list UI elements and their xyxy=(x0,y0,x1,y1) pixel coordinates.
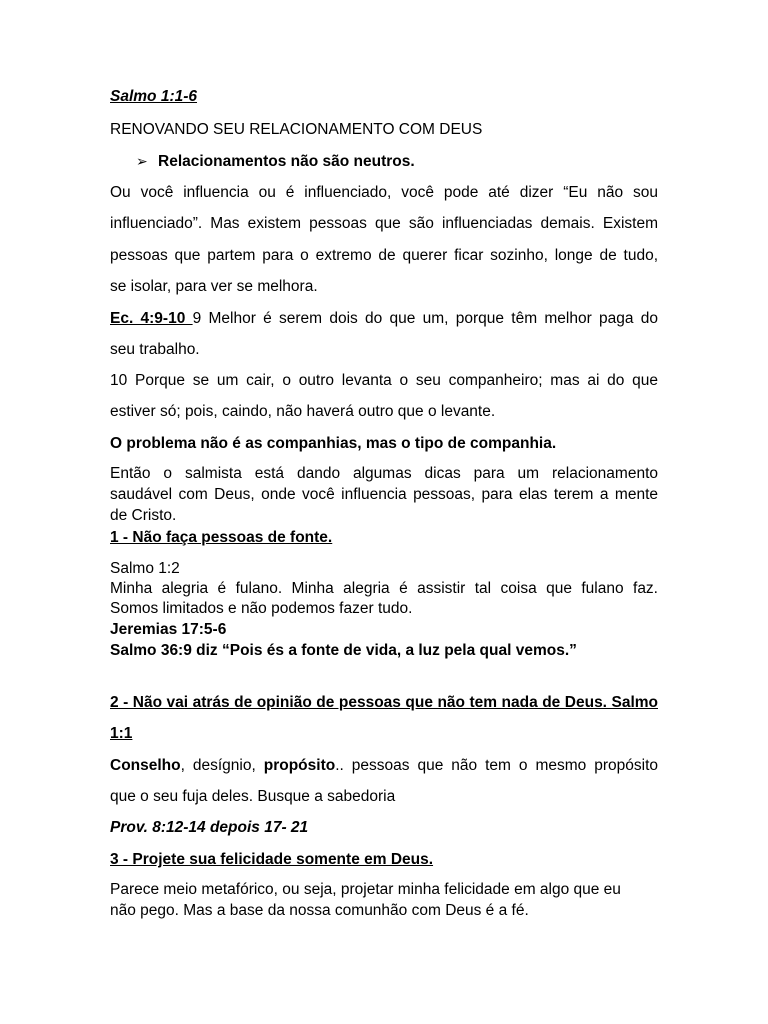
paragraph-1-line-2: influenciado”. Mas existem pessoas que são influenciadas demais. Existem xyxy=(110,215,658,232)
conselho-text-1: , desígnio, xyxy=(180,757,264,774)
ecclesiastes-reference: Ec. 4:9-10 xyxy=(110,310,193,327)
conselho-word: Conselho xyxy=(110,757,181,774)
paragraph-2-line-1: Então o salmista está dando algumas dicas para um relacionamento xyxy=(110,465,658,482)
conselho-line-2: que o seu fuja deles. Busque a sabedoria xyxy=(110,788,396,805)
bullet-item xyxy=(136,151,415,172)
arrow-bullet-icon: ➢ xyxy=(136,153,148,169)
heading: RENOVANDO SEU RELACIONAMENTO COM DEUS xyxy=(110,121,483,138)
reference-title: Salmo 1:1-6 xyxy=(110,88,198,105)
conselho-text-2: .. pessoas que não tem o mesmo propósito xyxy=(335,757,658,774)
paragraph-1-line-4: se isolar, para ver se melhora. xyxy=(110,278,318,295)
alegria-line-1: Minha alegria é fulano. Minha alegria é assistir tal coisa que fulano faz. xyxy=(110,580,658,597)
salmo-1-2-label: Salmo 1 xyxy=(110,560,167,577)
salmo-1-2-suffix: :2 xyxy=(166,560,180,577)
bullet-text: Relacionamentos não são neutros. xyxy=(158,153,415,170)
verse-10-line-2: estiver só; pois, caindo, não haverá outro que o levante. xyxy=(110,403,496,420)
proposito-word: propósito xyxy=(263,757,336,774)
point-1-heading: 1 - Não faça pessoas de fonte. xyxy=(110,529,333,546)
point-2-heading-line-1: 2 - Não vai atrás de opinião de pessoas que não tem nada de Deus. Salmo xyxy=(110,694,658,711)
verse-10-line-1: 10 Porque se um cair, o outro levanta o seu companheiro; mas ai do que xyxy=(110,372,658,389)
salmo-36-9-quote: Salmo 36:9 diz “Pois és a fonte de vida, a luz pela qual vemos.” xyxy=(110,642,577,659)
paragraph-1-line-3: pessoas que partem para o extremo de querer ficar sozinho, longe de tudo, xyxy=(110,247,658,264)
point-2-heading-line-2: 1:1 xyxy=(110,725,133,742)
ecclesiastes-line-2: seu trabalho. xyxy=(110,341,200,358)
salmo-1-2-reference xyxy=(110,559,180,579)
paragraph-3-line-2: não pego. Mas a base da nossa comunhão com Deus é a fé. xyxy=(110,902,529,919)
jeremias-reference: Jeremias 17:5-6 xyxy=(110,621,227,638)
paragraph-3-line-1: Parece meio metafórico, ou seja, projetar minha felicidade em algo que eu xyxy=(110,881,621,898)
ecclesiastes-text: 9 Melhor é serem dois do que um, porque têm melhor paga do xyxy=(192,310,658,327)
proverbs-reference: Prov. 8:12-14 depois 17- 21 xyxy=(110,819,309,836)
paragraph-2-line-2: saudável com Deus, onde você influencia pessoas, para elas terem a mente xyxy=(110,486,658,503)
paragraph-2-line-3: de Cristo. xyxy=(110,507,177,524)
ecclesiastes-line-1 xyxy=(110,309,658,329)
problem-statement: O problema não é as companhias, mas o tipo de companhia. xyxy=(110,435,557,452)
alegria-line-2: Somos limitados e não podemos fazer tudo. xyxy=(110,600,413,617)
paragraph-1-line-1: Ou você influencia ou é influenciado, você pode até dizer “Eu não sou xyxy=(110,184,658,201)
point-3-heading: 3 - Projete sua felicidade somente em Deus. xyxy=(110,851,434,868)
conselho-line-1 xyxy=(110,756,658,776)
